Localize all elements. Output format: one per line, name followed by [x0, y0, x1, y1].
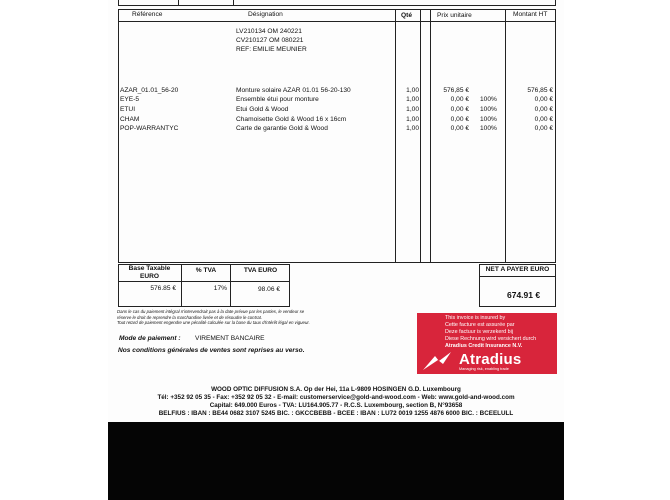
col-designation: Désignation: [248, 11, 283, 18]
col-amount: Montant HT: [513, 11, 548, 18]
atradius-text: This invoice is insured by: [445, 315, 506, 321]
order-ref: REF: EMILIE MEUNIER: [236, 46, 307, 53]
tva-pct-label: % TVA: [195, 267, 217, 274]
base-value: 576.85 €: [150, 285, 176, 292]
row-amount: 0,00 €: [534, 106, 553, 113]
row-designation: Carte de garantie Gold & Wood: [236, 125, 328, 132]
col-div-qty-right: [420, 9, 421, 263]
net-value: 674.91 €: [507, 290, 541, 300]
row-amount: 0,00 €: [534, 116, 553, 123]
tax-header-line: [118, 281, 290, 282]
atradius-text: Cette facture est assurée par: [445, 322, 515, 328]
legal-line: Dans le cas du paiement intégral n'intervendrait pas à la date prévue par les parties, le vendeur se: [117, 309, 305, 314]
row-discount: 100%: [480, 106, 497, 113]
footer-line: WOOD OPTIC DIFFUSION S.A. Op der Hei, 11a L-9809 HOSINGEN G.D. Luxembourg: [211, 386, 461, 393]
col-qty: Qté: [401, 12, 412, 19]
row-discount: 100%: [480, 116, 497, 123]
tva-value: 98.06 €: [258, 286, 280, 293]
row-designation: Chamoisette Gold & Wood 16 x 16cm: [236, 116, 347, 123]
row-price: 0,00 €: [450, 96, 469, 103]
row-price: 0,00 €: [450, 106, 469, 113]
payment-value: VIREMENT BANCAIRE: [195, 335, 265, 342]
net-header-line: [479, 276, 556, 277]
atradius-text: Deze factuur is verzekerd bij: [445, 329, 514, 335]
row-ref: EYE-5: [120, 96, 140, 103]
atradius-text: Diese Rechnung wird versichert durch: [445, 336, 537, 342]
top-stub-line: [118, 5, 556, 6]
row-price: 0,00 €: [450, 116, 469, 123]
atradius-stamp: [417, 313, 557, 374]
sales-conditions: Nos conditions générales de ventes sont reprises au verso.: [118, 347, 305, 354]
row-price: 0,00 €: [450, 125, 469, 132]
row-qty: 1,00: [406, 106, 419, 113]
footer-line: BELFIUS : IBAN : BE44 0682 3107 5245 BIC. : GKCCBEBB - BCEE : IBAN : LU72 0019 1255 4876 6000 BIC. : BCEELULL: [158, 410, 514, 417]
base-label: Base Taxable: [128, 265, 171, 272]
atradius-bird-icon: [421, 350, 455, 372]
order-ref: CV210127 OM 080221: [236, 37, 304, 44]
row-qty: 1,00: [406, 96, 419, 103]
tva-euro-label: TVA EURO: [243, 267, 278, 274]
row-qty: 1,00: [406, 87, 419, 94]
atradius-logo: Atradius: [459, 351, 522, 368]
row-qty: 1,00: [406, 125, 419, 132]
net-label: NET A PAYER EURO: [485, 266, 550, 273]
footer-line: Capital: 649.000 Euros - TVA: LU164.905.77 - R.C.S. Luxembourg, section B, N°93658: [209, 402, 463, 409]
col-unit-price: Prix unitaire: [437, 12, 472, 19]
footer-line: Tél: +352 92 05 35 - Fax: +352 92 05 32 - E-mail: customerservice@gold-and-wood.com - Web: www.gold-and-wood.com: [157, 394, 515, 401]
col-reference: Référence: [132, 11, 163, 18]
row-amount: 576,85 €: [527, 87, 553, 94]
tva-pct-value: 17%: [213, 285, 227, 292]
items-table: [118, 9, 556, 263]
row-qty: 1,00: [406, 116, 419, 123]
black-overlay: [108, 422, 564, 500]
row-designation: Etui Gold & Wood: [236, 106, 289, 113]
row-designation: Ensemble étui pour monture: [236, 96, 319, 103]
atradius-tagline: Managing risk, enabling trade: [459, 367, 509, 371]
row-ref: ETUI: [120, 106, 136, 113]
top-stub-div2: [233, 0, 234, 6]
top-stub-div1: [178, 0, 179, 6]
col-div-qty-left: [395, 9, 396, 263]
row-price: 576,85 €: [443, 87, 469, 94]
base-label-unit: EURO: [139, 273, 160, 280]
header-underline: [118, 21, 556, 22]
col-div-amount-left: [505, 9, 506, 263]
col-div-price-left: [430, 9, 431, 263]
row-designation: Monture solaire AZAR 01.01 56-20-130: [236, 87, 351, 94]
atradius-text: Atradius Credit Insurance N.V.: [445, 343, 523, 349]
row-ref: AZAR_01.01_56-20: [120, 87, 179, 94]
order-ref: LV210134 OM 240221: [236, 28, 302, 35]
legal-line: réserve le droit de reprendre la marchandise livrée et de résoudre le contrat.: [117, 314, 262, 320]
row-discount: 100%: [480, 125, 497, 132]
legal-line: Tout retard de paiement engendre une pénalité calculée sur la base du taux d'intérêt légal en vigueur.: [117, 320, 310, 325]
row-ref: CHAM: [120, 116, 140, 123]
row-ref: POP-WARRANTYC: [120, 125, 179, 132]
top-stub-left: [118, 0, 119, 6]
row-amount: 0,00 €: [534, 96, 553, 103]
payment-label: Mode de paiement :: [119, 335, 181, 342]
top-stub-right: [555, 0, 556, 6]
row-amount: 0,00 €: [534, 125, 553, 132]
row-discount: 100%: [480, 96, 497, 103]
